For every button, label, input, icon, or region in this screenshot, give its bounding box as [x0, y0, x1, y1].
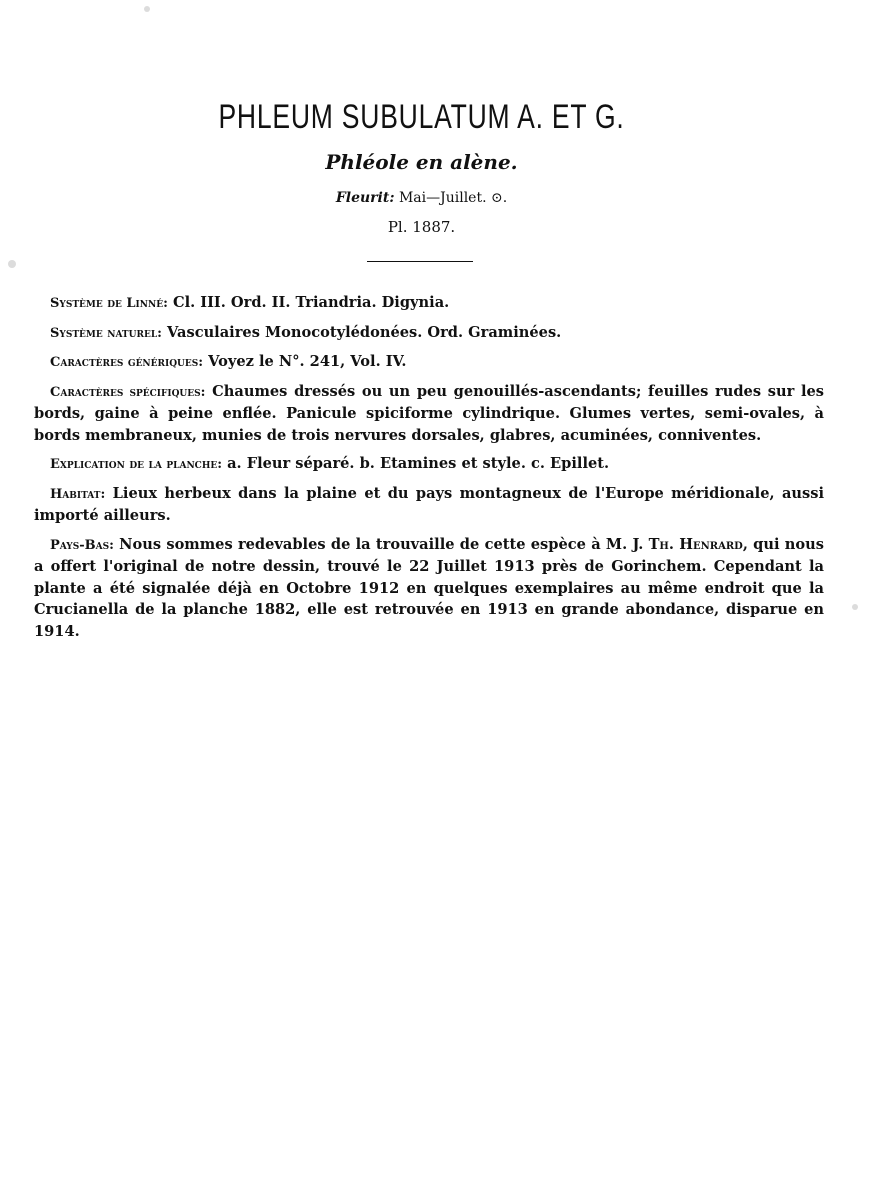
paper-speck — [144, 6, 150, 12]
person-name: Th. Henrard — [648, 535, 743, 553]
page-subtitle: Phléole en alène. — [325, 150, 518, 174]
divider-rule — [367, 261, 473, 262]
description-body — [34, 292, 824, 649]
section-text: Nous sommes redevables de la trouvaille de cette espèce à M. J. — [113, 535, 649, 553]
section-label: Système de Linné: — [50, 296, 168, 311]
section-plate-explanation — [34, 453, 824, 476]
section-linnaeus-system — [34, 292, 824, 315]
section-text: a. Fleur séparé. b. Etamines et style. c. Epillet. — [222, 455, 610, 472]
plate-number: Pl. 1887. — [387, 218, 456, 236]
section-label: Habitat: — [50, 486, 106, 502]
section-label: Explication de la planche: — [50, 457, 223, 472]
section-text: Voyez le N°. 241, Vol. IV. — [203, 353, 407, 370]
section-label: Caractères spécifiques: — [50, 384, 206, 400]
page-title: PHLEUM SUBULATUM A. ET G. — [218, 98, 625, 136]
section-label: Caractères génériques: — [50, 355, 204, 370]
section-generic-characters — [34, 351, 824, 374]
section-netherlands — [34, 534, 824, 643]
flowering-period — [0, 190, 843, 206]
section-text-continued: , qui nous a offert l'original de notre dessin, trouvé le 22 Juillet 1913 près de Gorinchem. Cependant la plante a été signalée déjà en Octobre 1912 en quelques exemplaires au même endroit que la Crucianella de la planche 1882, elle est retrouvée en 1913 en grande abondance, disparue en 1914. — [34, 535, 824, 640]
section-label: Pays-Bas: — [50, 537, 114, 553]
paper-speck — [8, 260, 16, 268]
paper-speck — [852, 604, 858, 610]
section-habitat — [34, 483, 824, 527]
section-text: Lieux herbeux dans la plaine et du pays montagneux de l'Europe méridionale, aussi importé ailleurs. — [34, 484, 824, 524]
flowering-value: Mai—Juillet. ⊙. — [394, 190, 508, 206]
section-text: Cl. III. Ord. II. Triandria. Digynia. — [167, 294, 450, 311]
flowering-label: Fleurit: — [335, 190, 395, 206]
section-text: Vasculaires Monocotylédonées. Ord. Graminées. — [161, 323, 562, 341]
section-specific-characters — [34, 381, 824, 447]
section-label: Système naturel: — [50, 325, 162, 341]
section-text: Chaumes dressés ou un peu genouillés-ascendants; feuilles rudes sur les bords, gaine à peine enflée. Panicule spiciforme cylindrique. Glumes vertes, semi-ovales, à bords membraneux, munies de trois nervures dorsales, glabres, acuminées, conniventes. — [34, 382, 824, 444]
section-natural-system — [34, 322, 824, 345]
